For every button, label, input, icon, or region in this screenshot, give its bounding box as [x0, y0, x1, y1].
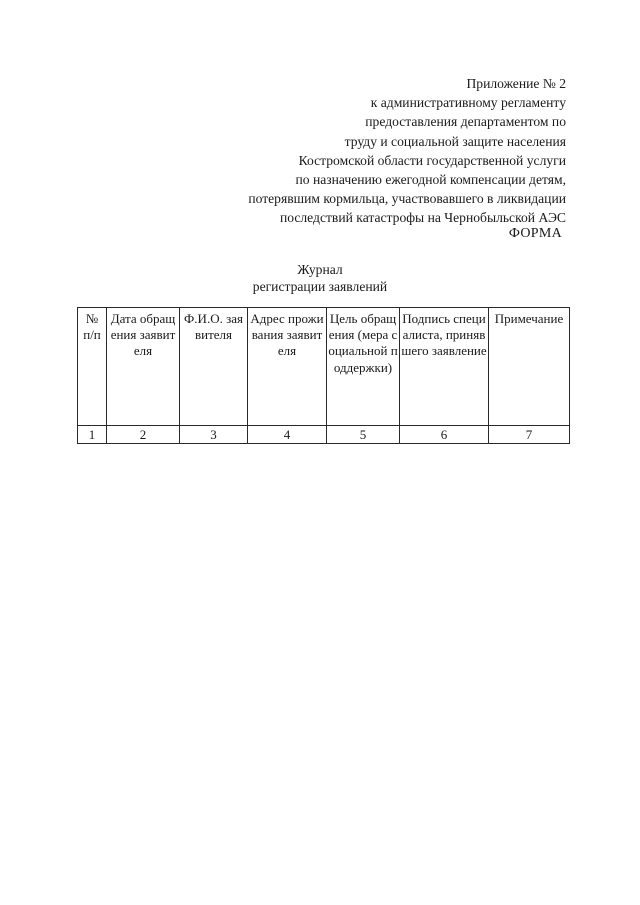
appendix-line: Приложение № 2	[466, 76, 566, 91]
appendix-line: Костромской области государственной услуги	[298, 152, 566, 168]
appendix-block	[248, 74, 566, 228]
column-header-date: Дата обращения заявителя	[107, 308, 180, 426]
registration-table	[77, 307, 570, 444]
appendix-line: по назначению ежегодной компенсации детям,	[295, 172, 566, 188]
appendix-line: предоставления департаментом по	[365, 114, 566, 130]
journal-subtitle: регистрации заявлений	[252, 278, 388, 294]
table-row	[78, 426, 570, 444]
appendix-line: к административному регламенту	[370, 95, 566, 111]
column-header-address: Адрес проживания заявителя	[248, 308, 327, 426]
journal-heading	[0, 262, 640, 295]
table-header-row	[78, 308, 570, 426]
column-number: 3	[180, 426, 248, 444]
column-header-note: Примечание	[489, 308, 570, 426]
column-number: 5	[327, 426, 400, 444]
column-number: 7	[489, 426, 570, 444]
journal-title: Журнал	[297, 262, 343, 277]
column-header-purpose: Цель обращения (мера социальной поддержки)	[327, 308, 400, 426]
column-header-number: № п/п	[78, 308, 107, 426]
appendix-line: последствий катастрофы на Чернобыльской АЭС	[279, 210, 566, 226]
column-number: 1	[78, 426, 107, 444]
form-label: ФОРМА	[508, 226, 562, 241]
column-number: 4	[248, 426, 327, 444]
appendix-line: труду и социальной защите населения	[344, 133, 566, 149]
column-header-signature: Подпись специалиста, принявшего заявление	[400, 308, 489, 426]
column-number: 2	[107, 426, 180, 444]
column-header-name: Ф.И.О. заявителя	[180, 308, 248, 426]
column-number: 6	[400, 426, 489, 444]
appendix-line: потерявшим кормильца, участвовавшего в ликвидации	[248, 191, 566, 207]
